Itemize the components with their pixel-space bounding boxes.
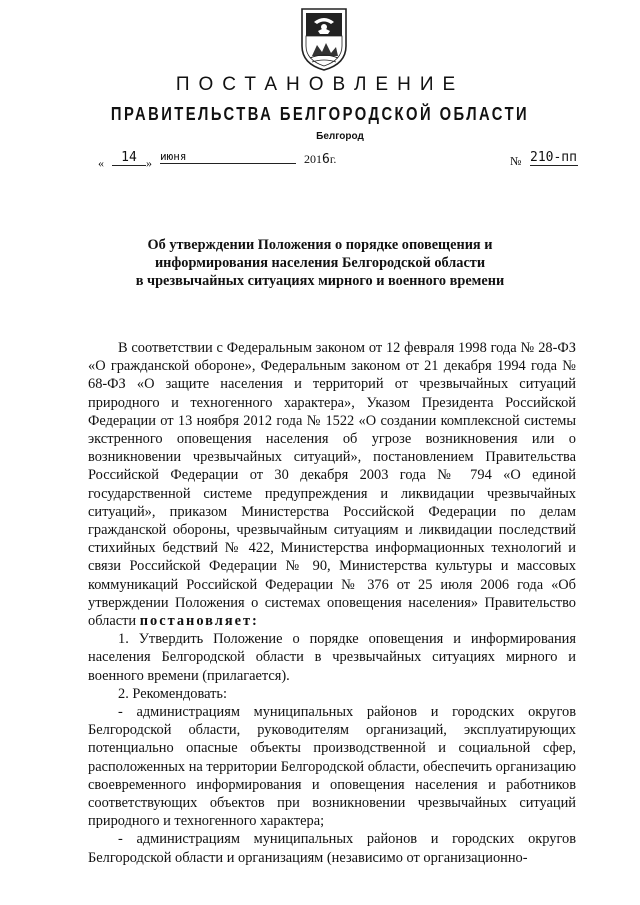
bullet-1-paragraph: - администрациям муниципальных районов и городских округов Белгородской области, руководителям организаций, эксплуатирующих потенциально опасные объекты производственной и социальной сфер, расположенных на территории Белгородской области, обеспечить организацию своевременного информирования и оповещения населения и работников соответствующих объектов при возникновении чрезвычайных ситуаций природного и техногенного характера;	[88, 704, 576, 830]
title-line-1: Об утверждении Положения о порядке оповещения и	[147, 237, 493, 253]
number-prefix: №	[510, 154, 522, 168]
date-number-line	[98, 150, 578, 172]
belgorod-coat-of-arms-icon	[298, 6, 350, 72]
preamble-text: В соответствии с Федеральным законом от 12 февраля 1998 года № 28-ФЗ «О гражданской обороне», Федеральным законом от 21 декабря 1994 года № 68-ФЗ «О защите населения и территорий от чрезвычайных ситуаций природного и техногенного характера», Указом Президента Российской Федерации от 13 ноября 2012 года № 1522 «О создании комплексной системы экстренного оповещения населения об угрозе возникновения или о возникновении чрезвычайных ситуаций», постановлением Правительства Российской Федерации от 30 декабря 2003 года № 794 «О единой государственной системе предупреждения и ликвидации чрезвычайных ситуаций», приказом Министерства Российской Федерации по делам гражданской обороны, чрезвычайным ситуациям и ликвидации последствий стихийных бедствий № 422, Министерства информационных технологий и связи Российской Федерации № 90, Министерства культуры и массовых коммуникаций Российской Федерации № 376 от 25 июля 2006 года «Об утверждении Положения о системах оповещения населения» Правительство области	[88, 340, 576, 630]
issuer-heading: ПРАВИТЕЛЬСТВА БЕЛГОРОДСКОЙ ОБЛАСТИ	[110, 104, 530, 124]
date-year-suffix: 6	[322, 152, 330, 167]
decree-word: постановляет:	[139, 613, 259, 630]
item-2-paragraph: 2. Рекомендовать:	[118, 685, 227, 702]
date-open-quote: «	[98, 156, 104, 170]
date-month: июня	[160, 150, 296, 164]
bullet-2-paragraph: - администрациям муниципальных районов и городских округов Белгородской области и организациям (независимо от организационно-	[88, 831, 576, 866]
city-label: Белгород	[316, 131, 364, 142]
document-title	[0, 236, 640, 290]
document-type-heading: ПОСТАНОВЛЕНИЕ	[175, 74, 465, 95]
date-year-g: г.	[329, 152, 337, 166]
date-year-prefix: 201	[304, 152, 322, 166]
item-1-paragraph: 1. Утвердить Положение о порядке оповещения и информирования населения Белгородской области в чрезвычайных ситуациях мирного и военного времени (прилагается).	[88, 631, 576, 684]
date-close-quote: »	[146, 156, 152, 170]
preamble-paragraph	[88, 339, 576, 630]
date-year	[304, 152, 336, 167]
date-day: 14	[112, 150, 146, 166]
document-body	[88, 339, 576, 867]
document-number: 210-пп	[530, 150, 577, 165]
title-line-2: информирования населения Белгородской области	[154, 255, 486, 271]
title-line-3: в чрезвычайных ситуациях мирного и военного времени	[135, 273, 505, 289]
